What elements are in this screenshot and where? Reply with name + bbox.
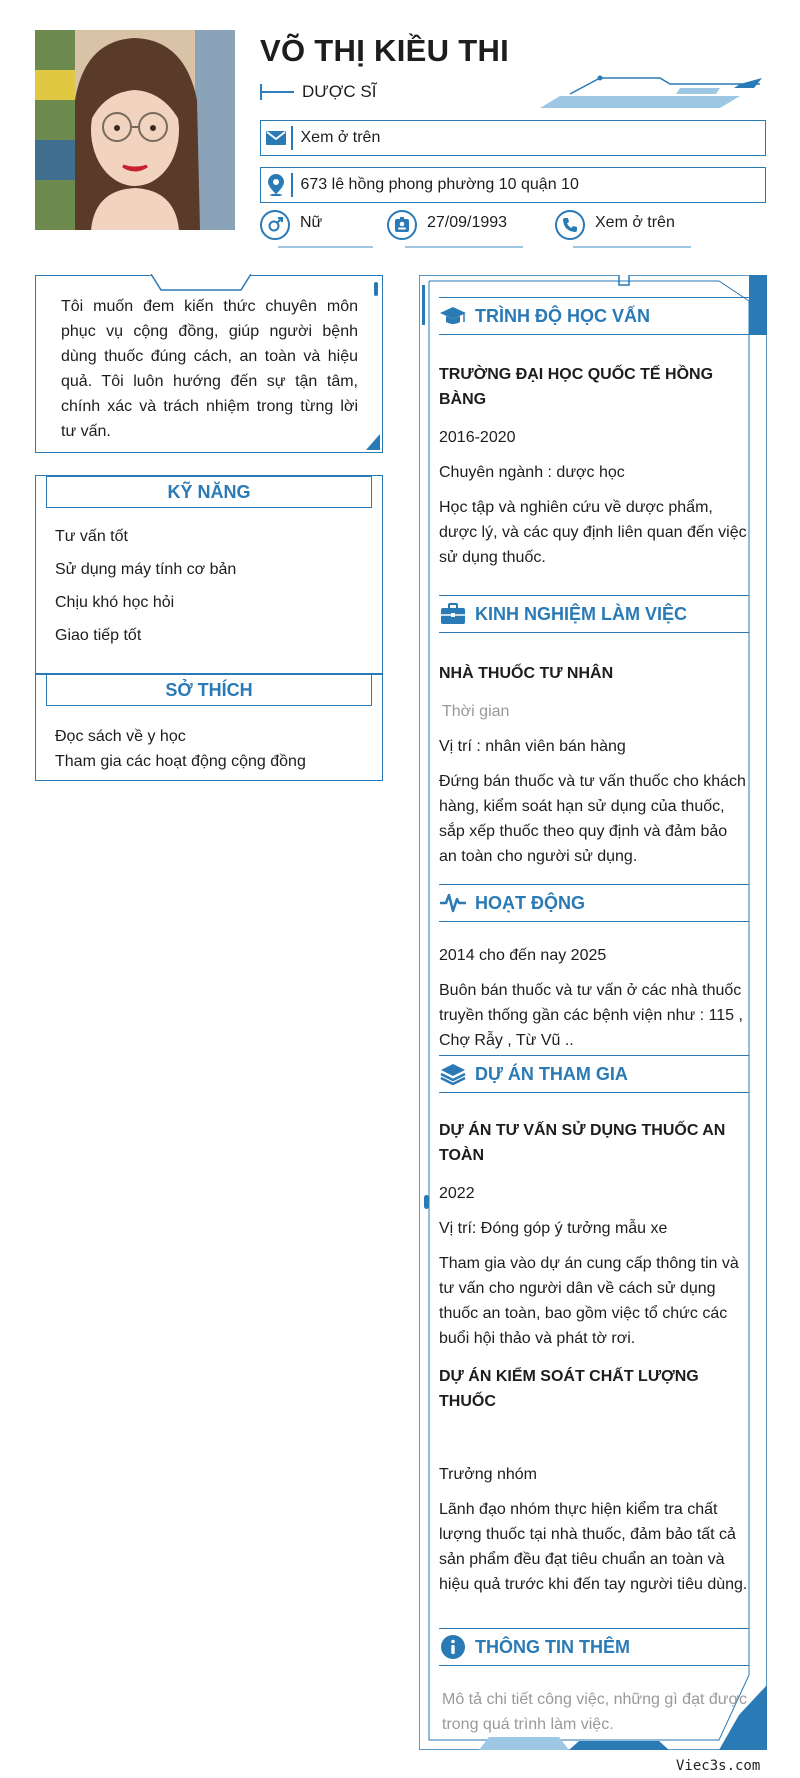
project-role: Trưởng nhóm [439, 1466, 537, 1483]
hobby-item: Đọc sách về y học [55, 728, 186, 745]
gender-icon [260, 210, 290, 240]
projects-section-header [439, 1055, 749, 1093]
hobbies-heading: SỞ THÍCH [46, 674, 372, 706]
candidate-name: VÕ THỊ KIỀU THI [260, 33, 510, 68]
skills-heading: KỸ NĂNG [46, 476, 372, 508]
birthday-text: 27/09/1993 [427, 214, 508, 231]
career-objective [35, 275, 383, 453]
hobby-item: Tham gia các hoạt động cộng đồng [55, 753, 306, 770]
projects-title: DỰ ÁN THAM GIA [475, 1063, 628, 1084]
phone-text: Xem ở trên [595, 214, 675, 231]
job-title-row [260, 82, 376, 102]
email-icon [261, 121, 291, 155]
experience-section-header [439, 595, 749, 633]
email-text: Xem ở trên [300, 129, 381, 146]
heartbeat-icon [439, 889, 467, 917]
more-info-title: THÔNG TIN THÊM [475, 1636, 630, 1657]
id-card-icon [387, 210, 417, 240]
phone-info [555, 210, 675, 240]
separator [291, 173, 293, 197]
layers-icon [439, 1060, 467, 1088]
skill-item: Giao tiếp tốt [55, 627, 142, 644]
email-field [260, 120, 766, 156]
title-decoration [260, 91, 294, 93]
header-decoration [540, 74, 770, 114]
school-name: TRƯỜNG ĐẠI HỌC QUỐC TẾ HỒNG BÀNG [439, 366, 714, 408]
separator [291, 126, 293, 150]
underline [278, 246, 373, 248]
experience-description: Đứng bán thuốc và tư vấn thuốc cho khách hàng, kiểm soát hạn sử dụng của thuốc, sắp xếp thuốc theo quy định và đảm bảo an toàn cho người sử dụng. [439, 773, 746, 865]
corner-decoration [372, 280, 380, 300]
skill-item: Tư vấn tốt [55, 528, 128, 545]
underline [573, 246, 691, 248]
birthday-info [387, 210, 507, 240]
footer-brand: Viec3s.com [676, 1758, 761, 1774]
more-info-section-header [439, 1628, 749, 1666]
experience-time: Thời gian [442, 703, 510, 720]
project-description: Tham gia vào dự án cung cấp thông tin và tư vấn cho người dân về cách sử dụng thuốc an toàn, bao gồm việc tổ chức các buổi hội thảo và phát tờ rơi. [439, 1255, 739, 1347]
info-icon [439, 1633, 467, 1661]
company-name: NHÀ THUỐC TƯ NHÂN [439, 665, 614, 682]
underline [405, 246, 523, 248]
hobbies-panel [35, 673, 383, 781]
gender-text: Nữ [300, 214, 323, 231]
education-major: Chuyên ngành : dược học [439, 464, 625, 481]
education-section-header [439, 297, 749, 335]
skill-item: Sử dụng máy tính cơ bản [55, 561, 237, 578]
education-period: 2016-2020 [439, 429, 516, 446]
skill-item: Chịu khó học hỏi [55, 594, 175, 611]
main-content-panel [419, 275, 767, 1750]
activities-period: 2014 cho đến nay 2025 [439, 947, 607, 964]
activities-section-header [439, 884, 749, 922]
job-title: DƯỢC SĨ [302, 82, 377, 101]
education-description: Học tập và nghiên cứu về dược phẩm, dược lý, và các quy định liên quan đến việc sử dụng thuốc. [439, 499, 747, 566]
activities-title: HOẠT ĐỘNG [475, 892, 585, 913]
project-name: DỰ ÁN KIỂM SOÁT CHẤT LƯỢNG THUỐC [439, 1368, 699, 1410]
skills-panel [35, 475, 383, 675]
briefcase-icon [439, 600, 467, 628]
project-name: DỰ ÁN TƯ VẤN SỬ DỤNG THUỐC AN TOÀN [439, 1122, 726, 1164]
corner-decoration [366, 434, 380, 450]
phone-icon [555, 210, 585, 240]
graduation-cap-icon [439, 302, 467, 330]
project-year: 2022 [439, 1185, 475, 1202]
experience-role: Vị trí : nhân viên bán hàng [439, 738, 626, 755]
objective-text: Tôi muốn đem kiến thức chuyên môn phục vụ cộng đồng, giúp người bệnh dùng thuốc đúng cách, an toàn và hiệu quả. Tôi luôn hướng đến sự tận tâm, chính xác và trách nhiệm trong từng lời tư vấn. [61, 298, 358, 440]
profile-photo [35, 30, 235, 230]
address-field [260, 167, 766, 203]
education-title: TRÌNH ĐỘ HỌC VẤN [475, 305, 650, 326]
activities-description: Buôn bán thuốc và tư vấn ở các nhà thuốc truyền thống gần các bệnh viện như : 115 , Chợ Rẫy , Từ Vũ .. [439, 982, 743, 1049]
experience-title: KINH NGHIỆM LÀM VIỆC [475, 603, 688, 624]
more-info-description: Mô tả chi tiết công việc, những gì đạt được trong quá trình làm việc. [442, 1691, 747, 1733]
gender-info [260, 210, 322, 240]
location-pin-icon [261, 168, 291, 202]
project-role: Vị trí: Đóng góp ý tưởng mẫu xe [439, 1220, 668, 1237]
project-description: Lãnh đạo nhóm thực hiện kiểm tra chất lượng thuốc tại nhà thuốc, đảm bảo tất cả sản phẩm đều đạt tiêu chuẩn an toàn và hiệu quả trước khi đến tay người tiêu dùng. [439, 1501, 748, 1593]
objective-decoration [151, 274, 251, 292]
address-text: 673 lê hồng phong phường 10 quận 10 [300, 176, 579, 193]
